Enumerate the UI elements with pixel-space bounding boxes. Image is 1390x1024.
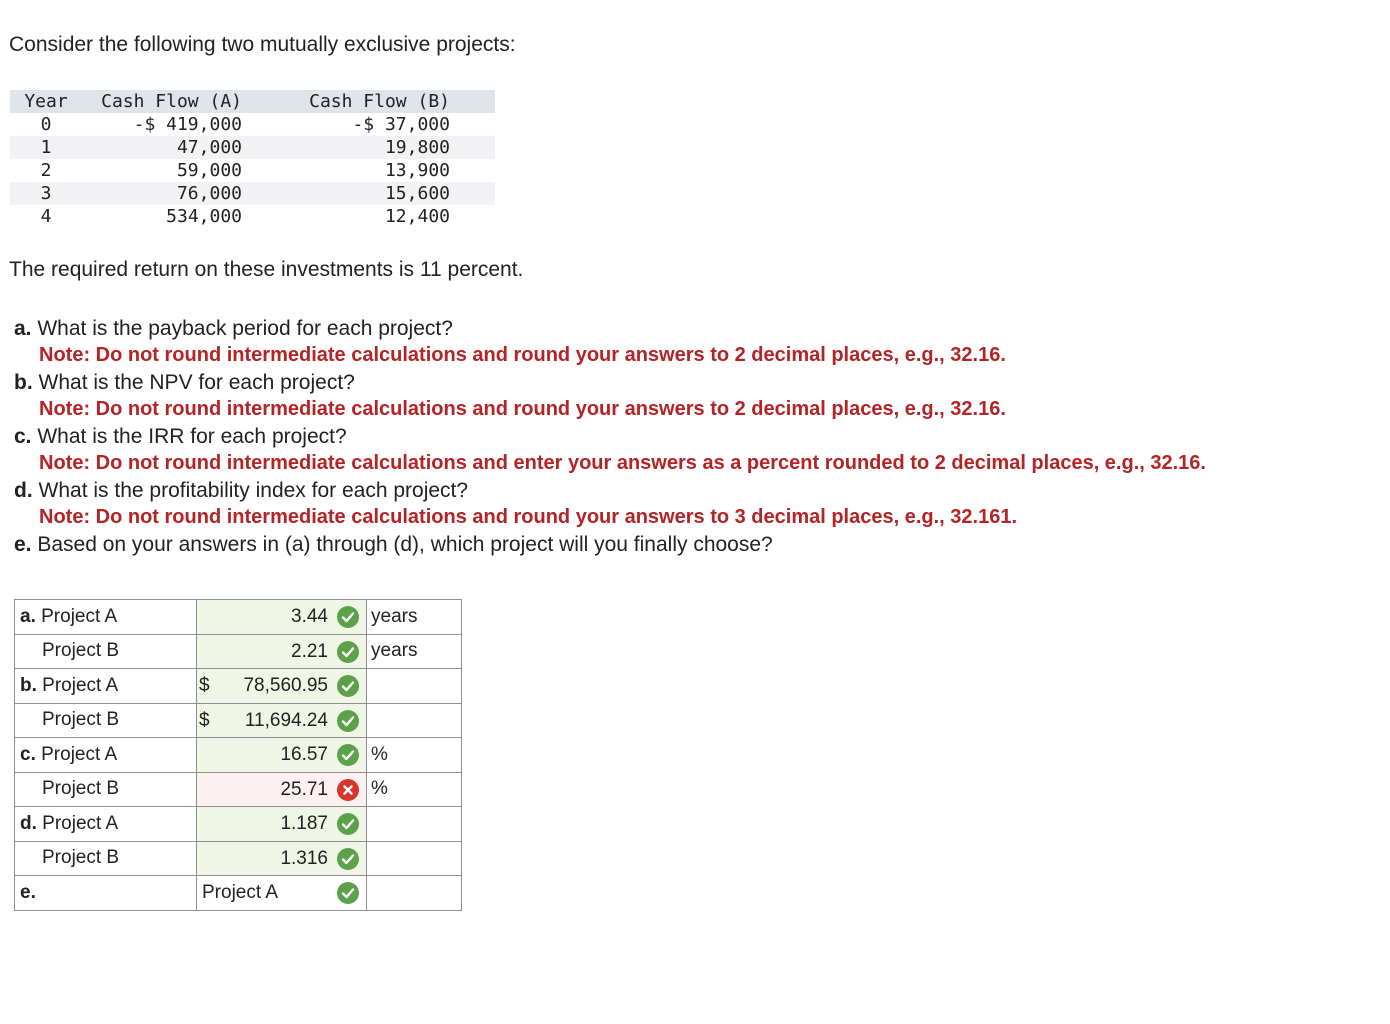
check-circle-icon bbox=[337, 606, 359, 628]
header-year: Year bbox=[10, 90, 82, 113]
x-circle-icon bbox=[337, 779, 359, 801]
header-cash-flow-b: Cash Flow (B) bbox=[290, 90, 450, 113]
check-circle-icon bbox=[337, 710, 359, 732]
question-c: c. What is the IRR for each project? bbox=[14, 425, 347, 448]
answer-value: 11,694.24 bbox=[244, 709, 328, 731]
answer-unit bbox=[367, 807, 462, 842]
table-row bbox=[15, 772, 462, 807]
answer-project-label: Project B bbox=[42, 847, 120, 869]
answer-project-label: Project B bbox=[42, 778, 120, 800]
answer-project-label: Project A bbox=[36, 812, 119, 834]
question-b-note: Note: Do not round intermediate calculations and round your answers to 2 decimal places, e.g., 32.16. bbox=[39, 398, 1006, 420]
check-circle-icon bbox=[337, 744, 359, 766]
cash-flow-b-cell: 15,600 bbox=[290, 182, 450, 205]
answer-label bbox=[15, 841, 197, 876]
answer-label bbox=[15, 807, 197, 842]
cash-flow-a-cell: 534,000 bbox=[166, 206, 242, 227]
answer-input-cell[interactable] bbox=[197, 876, 367, 911]
table-row bbox=[15, 807, 462, 842]
answer-unit bbox=[367, 703, 462, 738]
answer-value: 2.21 bbox=[291, 640, 328, 662]
table-row bbox=[15, 876, 462, 911]
answer-value: Project A bbox=[202, 882, 279, 903]
answer-part-letter: e. bbox=[20, 881, 36, 903]
question-d-note: Note: Do not round intermediate calculations and round your answers to 3 decimal places, e.g., 32.161. bbox=[39, 506, 1018, 528]
cash-flow-b-cell: 19,800 bbox=[290, 136, 450, 159]
answer-input-cell[interactable] bbox=[197, 841, 367, 876]
answer-unit bbox=[367, 876, 462, 911]
year-cell: 0 bbox=[40, 114, 52, 135]
answer-label bbox=[15, 772, 197, 807]
answer-input-cell[interactable] bbox=[197, 772, 367, 807]
answer-input-cell[interactable] bbox=[197, 634, 367, 669]
cash-flow-a-cell: 76,000 bbox=[82, 182, 242, 205]
table-row bbox=[15, 738, 462, 773]
cash-flow-b-cell: 12,400 bbox=[384, 206, 450, 227]
answer-part-letter: d. bbox=[20, 812, 37, 834]
year-cell: 1 bbox=[10, 136, 82, 159]
answer-input-cell[interactable] bbox=[197, 738, 367, 773]
table-row bbox=[15, 634, 462, 669]
cash-flow-b-cell: 13,900 bbox=[384, 160, 450, 181]
answer-project-label: Project B bbox=[42, 640, 120, 662]
answer-label bbox=[15, 669, 197, 704]
table-row bbox=[10, 182, 495, 205]
answer-label bbox=[15, 703, 197, 738]
check-circle-icon bbox=[337, 641, 359, 663]
answer-unit bbox=[367, 669, 462, 704]
required-return-text: The required return on these investments is 11 percent. bbox=[9, 258, 524, 281]
answer-value: 3.44 bbox=[291, 606, 328, 627]
table-row bbox=[10, 136, 495, 159]
answer-label bbox=[15, 876, 197, 911]
cash-flow-table bbox=[10, 90, 495, 228]
header-spacer bbox=[242, 90, 290, 113]
question-b: b. What is the NPV for each project? bbox=[14, 371, 355, 394]
question-d: d. What is the profitability index for each project? bbox=[14, 479, 469, 502]
year-cell: 3 bbox=[10, 182, 82, 205]
currency-symbol: $ bbox=[199, 709, 210, 731]
cash-flow-a-cell: -$ 419,000 bbox=[133, 114, 242, 135]
question-e: e. Based on your answers in (a) through (d), which project will you finally choose? bbox=[14, 533, 773, 556]
answer-unit bbox=[367, 841, 462, 876]
answer-project-label: Project A bbox=[36, 674, 119, 696]
answer-part-letter: c. bbox=[20, 743, 36, 765]
table-row bbox=[15, 841, 462, 876]
answer-part-letter: a. bbox=[20, 605, 36, 627]
table-row bbox=[15, 600, 462, 635]
answer-label bbox=[15, 738, 197, 773]
answer-unit: years bbox=[367, 634, 462, 669]
question-a: a. What is the payback period for each project? bbox=[14, 317, 453, 340]
table-row bbox=[10, 205, 495, 228]
check-circle-icon bbox=[337, 813, 359, 835]
answer-value: 78,560.95 bbox=[243, 675, 328, 696]
table-row bbox=[15, 669, 462, 704]
question-c-note: Note: Do not round intermediate calculations and enter your answers as a percent rounded to 2 decimal places, e.g., 32.16. bbox=[39, 452, 1206, 474]
answer-value: 1.187 bbox=[280, 813, 328, 834]
cash-flow-header-row bbox=[10, 90, 495, 113]
question-a-note: Note: Do not round intermediate calculations and round your answers to 2 decimal places, e.g., 32.16. bbox=[39, 344, 1006, 366]
intro-text: Consider the following two mutually exclusive projects: bbox=[9, 33, 516, 56]
year-cell: 4 bbox=[40, 206, 52, 227]
question-list bbox=[14, 315, 1206, 558]
answer-input-cell[interactable] bbox=[197, 600, 367, 635]
answer-unit: % bbox=[367, 772, 462, 807]
header-cash-flow-a: Cash Flow (A) bbox=[82, 90, 242, 113]
answer-value: 25.71 bbox=[280, 778, 328, 800]
check-circle-icon bbox=[337, 882, 359, 904]
check-circle-icon bbox=[337, 848, 359, 870]
cash-flow-b-cell: -$ 37,000 bbox=[352, 114, 450, 135]
answer-table bbox=[14, 599, 462, 911]
answer-value: 1.316 bbox=[280, 847, 328, 869]
answer-project-label: Project A bbox=[35, 743, 118, 765]
answer-label bbox=[15, 600, 197, 635]
header-spacer-end bbox=[450, 90, 495, 113]
answer-project-label: Project B bbox=[42, 709, 120, 731]
table-row bbox=[10, 113, 495, 136]
year-cell: 2 bbox=[40, 160, 52, 181]
cash-flow-a-cell: 47,000 bbox=[82, 136, 242, 159]
answer-unit: years bbox=[367, 600, 462, 635]
currency-symbol: $ bbox=[199, 675, 210, 696]
table-row bbox=[15, 703, 462, 738]
table-row bbox=[10, 159, 495, 182]
cash-flow-a-cell: 59,000 bbox=[176, 160, 242, 181]
answer-input-cell[interactable] bbox=[197, 669, 367, 704]
answer-input-cell[interactable] bbox=[197, 703, 367, 738]
answer-project-label: Project A bbox=[35, 605, 118, 627]
check-circle-icon bbox=[337, 675, 359, 697]
answer-input-cell[interactable] bbox=[197, 807, 367, 842]
answer-unit: % bbox=[367, 738, 462, 773]
answer-value: 16.57 bbox=[280, 744, 328, 765]
answer-part-letter: b. bbox=[20, 674, 37, 696]
answer-label bbox=[15, 634, 197, 669]
